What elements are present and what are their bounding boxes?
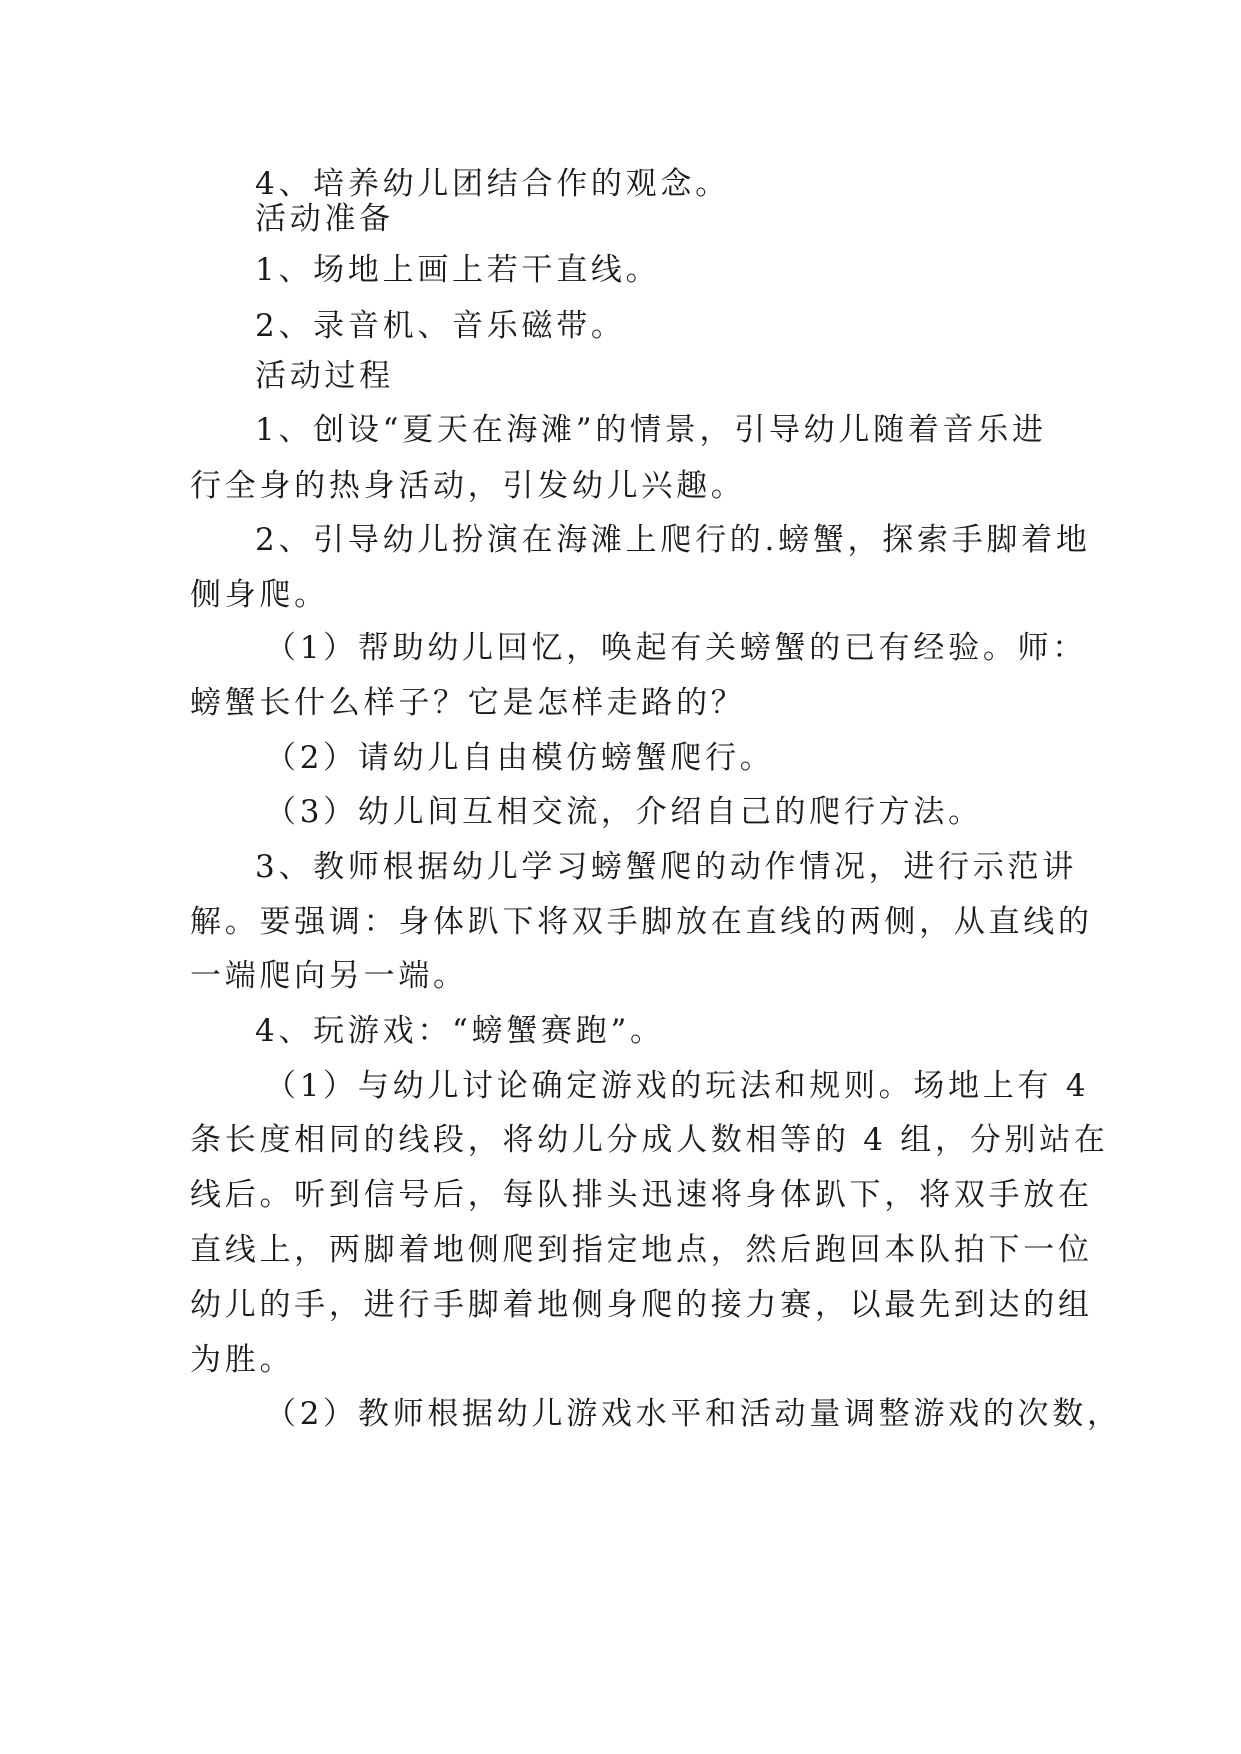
text-line: （2）教师根据幼儿游戏水平和活动量调整游戏的次数， [265, 1396, 1122, 1432]
text-line: 侧身爬。 [190, 577, 329, 613]
text-line: 2、录音机、音乐磁带。 [255, 308, 626, 344]
text-line: 直线上，两脚着地侧爬到指定地点，然后跑回本队拍下一位 [190, 1232, 1093, 1268]
text-line: 2、引导幼儿扮演在海滩上爬行的.螃蟹，探索手脚着地 [255, 522, 1091, 558]
section-heading: 活动过程 [255, 358, 394, 394]
text-line: 3、教师根据幼儿学习螃蟹爬的动作情况，进行示范讲 [255, 849, 1078, 885]
text-line: 幼儿的手，进行手脚着地侧身爬的接力赛，以最先到达的组 [190, 1287, 1093, 1323]
text-line: 行全身的热身活动，引发幼儿兴趣。 [190, 468, 746, 504]
section-heading: 活动准备 [255, 201, 394, 237]
text-line: （1）帮助幼儿回忆，唤起有关螃蟹的已有经验。师： [265, 630, 1088, 666]
text-line: （2）请幼儿自由模仿螃蟹爬行。 [265, 740, 775, 776]
text-line: 4、培养幼儿团结合作的观念。 [255, 166, 730, 202]
text-line: 为胜。 [190, 1342, 295, 1378]
text-line: 1、创设“夏天在海滩”的情景，引导幼儿随着音乐进 [255, 412, 1047, 448]
text-line: （3）幼儿间互相交流，介绍自己的爬行方法。 [265, 794, 983, 830]
text-line: 螃蟹长什么样子？它是怎样走路的？ [190, 685, 746, 721]
text-line: 条长度相同的线段，将幼儿分成人数相等的 4 组，分别站在 [190, 1122, 1109, 1158]
text-line: 1、场地上画上若干直线。 [255, 252, 661, 288]
text-line: （1）与幼儿讨论确定游戏的玩法和规则。场地上有 4 [265, 1068, 1090, 1104]
text-line: 4、玩游戏：“螃蟹赛跑”。 [255, 1013, 665, 1049]
text-line: 解。要强调：身体趴下将双手脚放在直线的两侧，从直线的 [190, 904, 1093, 940]
text-line: 一端爬向另一端。 [190, 958, 468, 994]
text-line: 线后。听到信号后，每队排头迅速将身体趴下，将双手放在 [190, 1177, 1093, 1213]
